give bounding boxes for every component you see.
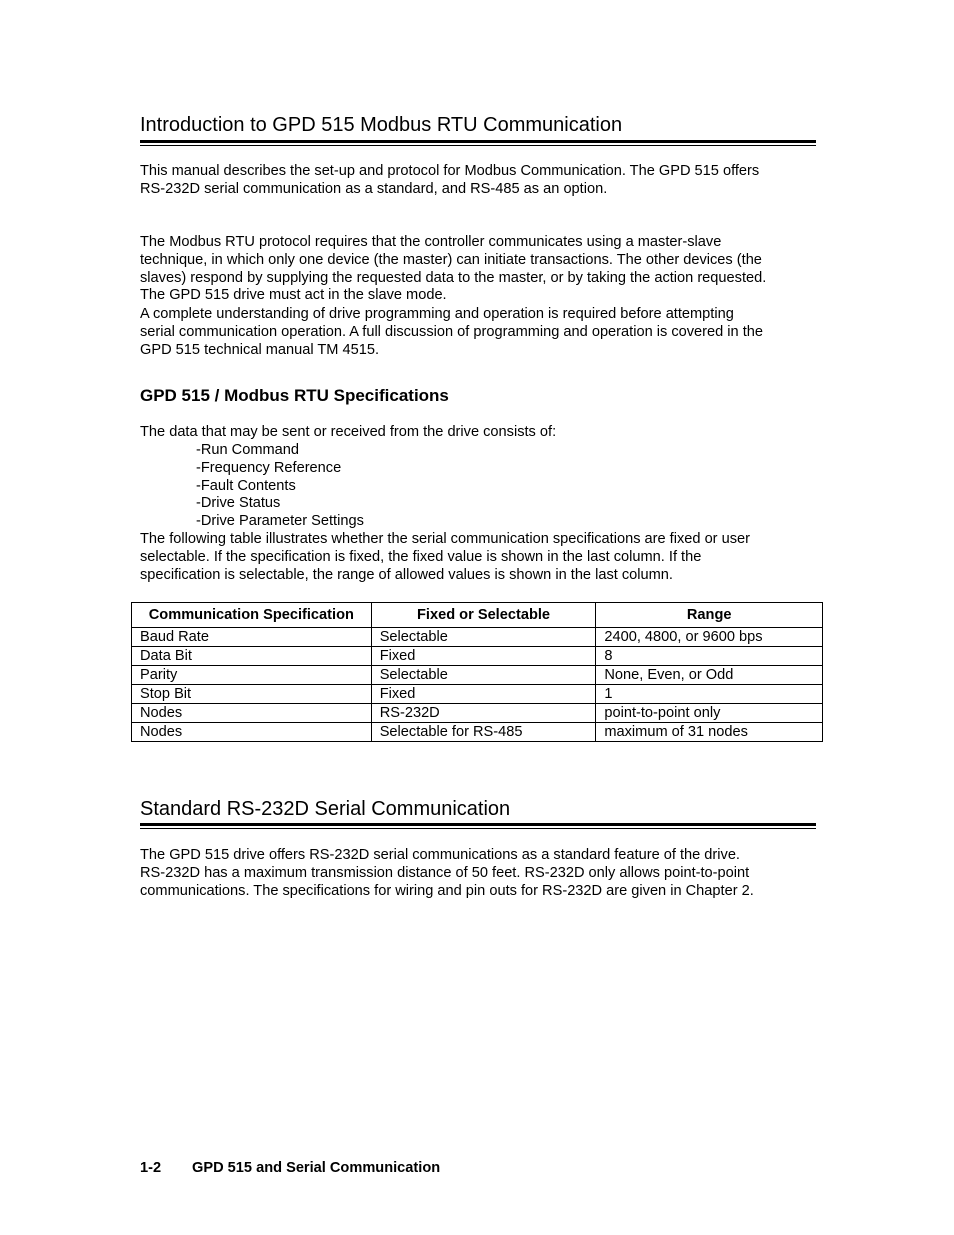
intro-paragraph-3: A complete understanding of drive programming and operation is required before attempting serial communication operation. A full discussion of programming and operation is covered in the GPD 515 technical manual TM 4515.: [140, 306, 764, 358]
list-item: -Drive Parameter Settings: [196, 513, 364, 530]
page-number: 1-2: [140, 1160, 162, 1176]
table-cell: Stop Bit: [132, 685, 372, 704]
footer-title: GPD 515 and Serial Communication: [192, 1160, 441, 1176]
column-header: Communication Specification: [132, 603, 372, 628]
table-cell: Fixed: [371, 647, 596, 666]
list-item: -Run Command: [196, 442, 300, 458]
table-cell: Baud Rate: [132, 628, 372, 647]
table-cell: None, Even, or Odd: [596, 666, 823, 685]
table-row: [132, 685, 823, 704]
data-items-list: [196, 442, 364, 531]
list-item: -Frequency Reference: [196, 459, 342, 476]
intro-paragraph-2: The Modbus RTU protocol requires that the controller communicates using a master-slave technique, in which only one device (the master) can initiate transactions. The other devices (the slaves) respond by supplying the requested data to the master, or by taking the action requested. The GPD 515 drive must act in the slave mode.: [140, 234, 767, 304]
table-cell: Fixed: [371, 685, 596, 704]
table-header-row: [132, 603, 823, 628]
table-row: [132, 666, 823, 685]
table-cell: 8: [596, 647, 823, 666]
table-cell: point-to-point only: [596, 704, 823, 723]
table-cell: Parity: [132, 666, 372, 685]
table-row: [132, 647, 823, 666]
section-title-introduction: Introduction to GPD 515 Modbus RTU Communication: [140, 114, 623, 136]
table-cell: Nodes: [132, 723, 372, 742]
table-cell: maximum of 31 nodes: [596, 723, 823, 742]
table-cell: Selectable: [371, 666, 596, 685]
table-row: [132, 628, 823, 647]
table-cell: RS-232D: [371, 704, 596, 723]
table-row: [132, 723, 823, 742]
specs-heading: GPD 515 / Modbus RTU Specifications: [140, 386, 449, 405]
rs232d-paragraph: The GPD 515 drive offers RS-232D serial communications as a standard feature of the drive. RS-232D has a maximum transmission distance of 50 feet. RS-232D only allows point-to-point communications. The specifications for wiring and pin outs for RS-232D are given in Chapter 2.: [140, 847, 754, 899]
table-cell: 1: [596, 685, 823, 704]
spec-table: [131, 602, 823, 742]
page-footer: [140, 1160, 440, 1176]
section-title-rs232d: Standard RS-232D Serial Communication: [140, 798, 511, 820]
list-item: -Fault Contents: [196, 477, 296, 494]
column-header: Fixed or Selectable: [371, 603, 596, 628]
list-item: -Drive Status: [196, 495, 281, 512]
table-cell: Nodes: [132, 704, 372, 723]
specs-intro: The data that may be sent or received from the drive consists of:: [140, 424, 557, 440]
intro-paragraph-1: This manual describes the set-up and protocol for Modbus Communication. The GPD 515 offers RS-232D serial communication as a standard, and RS-485 as an option.: [140, 163, 760, 197]
table-cell: Selectable for RS-485: [371, 723, 596, 742]
title-rule: [140, 823, 816, 829]
table-intro-paragraph: The following table illustrates whether the serial communication specifications are fixed or user selectable. If the specification is fixed, the fixed value is shown in the last column. If the specification is selectable, the range of allowed values is shown in the last column.: [140, 531, 750, 583]
title-rule: [140, 140, 816, 146]
table-cell: Data Bit: [132, 647, 372, 666]
table-cell: Selectable: [371, 628, 596, 647]
table-cell: 2400, 4800, or 9600 bps: [596, 628, 823, 647]
table-row: [132, 704, 823, 723]
column-header: Range: [596, 603, 823, 628]
